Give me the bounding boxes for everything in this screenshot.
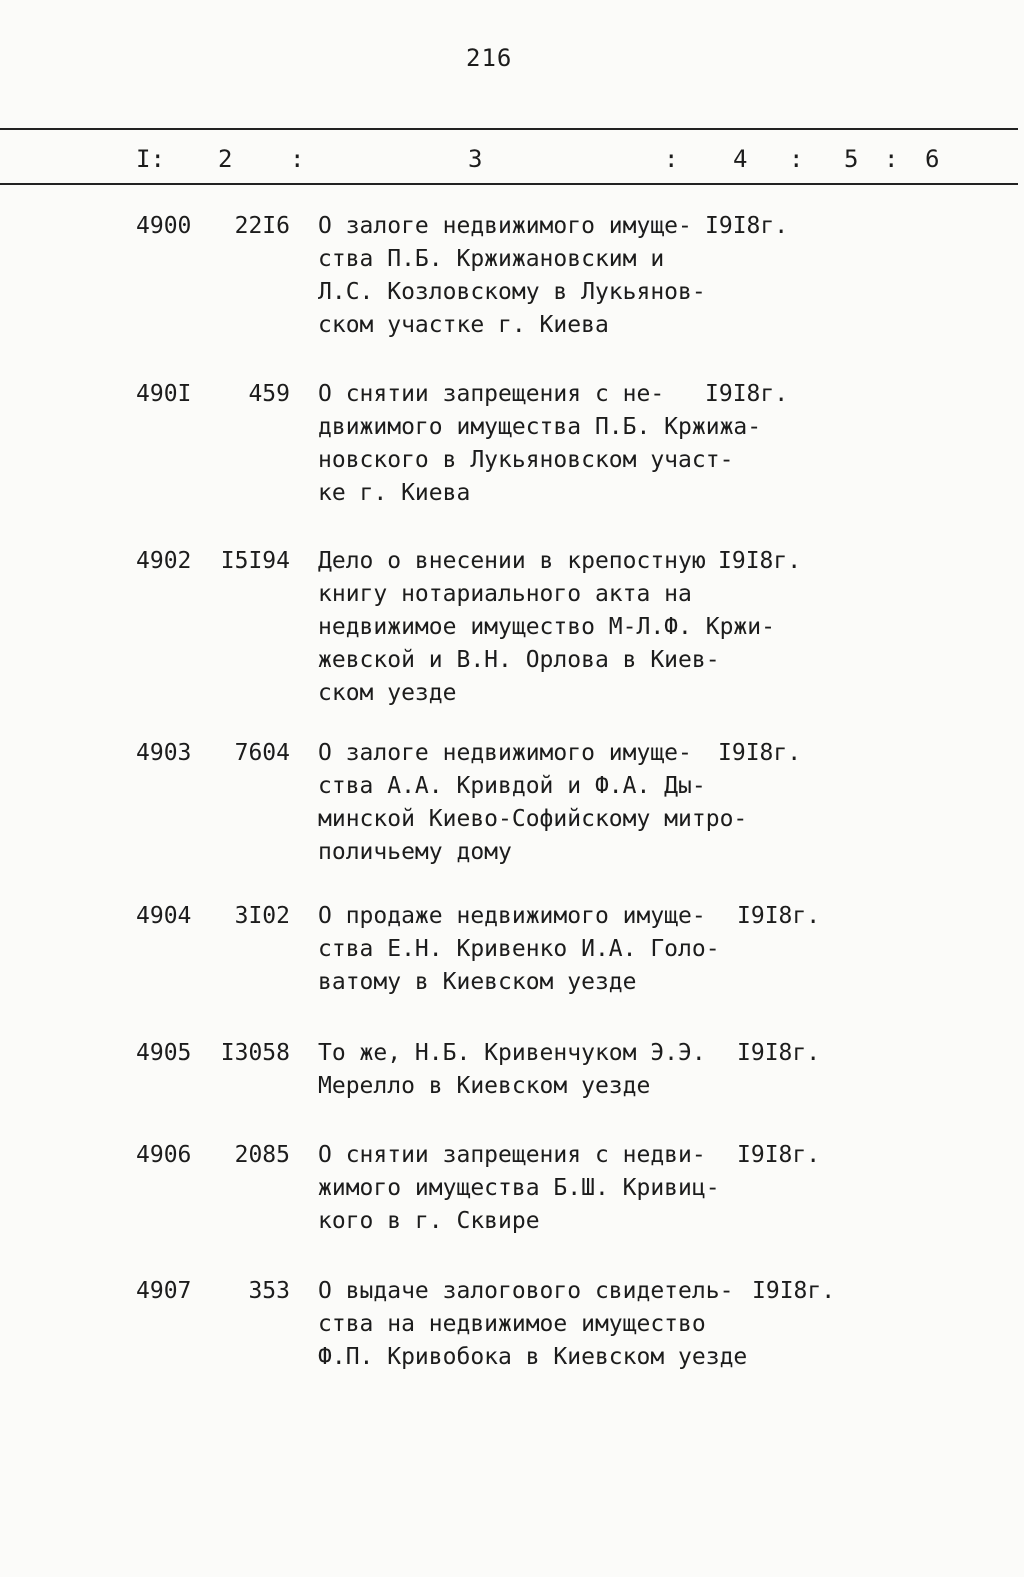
header-col-6: 6 xyxy=(925,145,940,173)
description-line: О снятии запрещения с не- xyxy=(318,381,665,407)
description-line: ке г. Киева xyxy=(318,480,471,506)
description-line: ства А.А. Кривдой и Ф.А. Ды- xyxy=(318,773,706,799)
record-id: 490I xyxy=(136,381,192,407)
record-id: 4903 xyxy=(136,740,192,766)
description-line: ства П.Б. Кржижановским и xyxy=(318,246,665,272)
record-year: I9I8г. xyxy=(718,740,802,766)
record-number: 2085 xyxy=(234,1142,290,1168)
record-year: I9I8г. xyxy=(718,548,802,574)
record-number: I5I94 xyxy=(220,548,290,574)
record-id: 4902 xyxy=(136,548,192,574)
header-col-1: I: xyxy=(136,145,165,173)
description-line: книгу нотариального акта на xyxy=(318,581,692,607)
description-line: О выдаче залогового свидетель- xyxy=(318,1278,734,1304)
record-year: I9I8г. xyxy=(737,1040,821,1066)
record-id: 4906 xyxy=(136,1142,192,1168)
record-year: I9I8г. xyxy=(737,1142,821,1168)
description-line: О залоге недвижимого имуще- xyxy=(318,740,692,766)
description-line: Ф.П. Кривобока в Киевском уезде xyxy=(318,1344,748,1370)
description-line: недвижимое имущество М-Л.Ф. Кржи- xyxy=(318,614,775,640)
description-line: ства на недвижимое имущество xyxy=(318,1311,706,1337)
record-description xyxy=(318,737,747,869)
description-line: ском участке г. Киева xyxy=(318,312,609,338)
description-line: минской Киево-Софийскому митро- xyxy=(318,806,748,832)
record-year: I9I8г. xyxy=(705,213,789,239)
record-id: 4905 xyxy=(136,1040,192,1066)
record-description xyxy=(318,900,720,999)
record-description xyxy=(318,545,775,710)
record-year: I9I8г. xyxy=(705,381,789,407)
description-line: ватому в Киевском уезде xyxy=(318,969,637,995)
header-top-rule xyxy=(0,128,1018,130)
description-line: О снятии запрещения с недви- xyxy=(318,1142,706,1168)
description-line: О продаже недвижимого имуще- xyxy=(318,903,706,929)
description-line: жимого имущества Б.Ш. Кривиц- xyxy=(318,1175,720,1201)
description-line: жевской и В.Н. Орлова в Киев- xyxy=(318,647,720,673)
description-line: ском уезде xyxy=(318,680,457,706)
record-number: 22I6 xyxy=(234,213,290,239)
record-id: 4907 xyxy=(136,1278,192,1304)
record-description xyxy=(318,378,761,510)
record-description xyxy=(318,1037,706,1103)
record-number: 353 xyxy=(248,1278,290,1304)
record-description xyxy=(318,1275,747,1374)
description-line: ства Е.Н. Кривенко И.А. Голо- xyxy=(318,936,720,962)
description-line: новского в Лукьяновском участ- xyxy=(318,447,734,473)
header-col-2: 2 xyxy=(218,145,233,173)
page-number: 216 xyxy=(466,44,513,72)
description-line: То же, Н.Б. Кривенчуком Э.Э. xyxy=(318,1040,706,1066)
record-id: 4904 xyxy=(136,903,192,929)
header-sep-5: : xyxy=(884,145,899,173)
record-year: I9I8г. xyxy=(752,1278,836,1304)
description-line: Л.С. Козловскому в Лукьянов- xyxy=(318,279,706,305)
header-sep-2: : xyxy=(290,145,305,173)
record-number: I3058 xyxy=(220,1040,290,1066)
header-col-5: 5 xyxy=(844,145,859,173)
description-line: Дело о внесении в крепостную xyxy=(318,548,706,574)
description-line: О залоге недвижимого имуще- xyxy=(318,213,692,239)
header-col-3: 3 xyxy=(468,145,483,173)
header-col-4: 4 xyxy=(733,145,748,173)
record-number: 7604 xyxy=(234,740,290,766)
record-year: I9I8г. xyxy=(737,903,821,929)
description-line: кого в г. Сквире xyxy=(318,1208,540,1234)
header-bottom-rule xyxy=(0,183,1018,185)
header-sep-4: : xyxy=(789,145,804,173)
record-number: 459 xyxy=(248,381,290,407)
header-sep-3: : xyxy=(664,145,679,173)
description-line: поличьему дому xyxy=(318,839,512,865)
record-description xyxy=(318,1139,720,1238)
record-description xyxy=(318,210,706,342)
record-id: 4900 xyxy=(136,213,192,239)
record-number: 3I02 xyxy=(234,903,290,929)
description-line: движимого имущества П.Б. Кржижа- xyxy=(318,414,762,440)
description-line: Мерелло в Киевском уезде xyxy=(318,1073,651,1099)
